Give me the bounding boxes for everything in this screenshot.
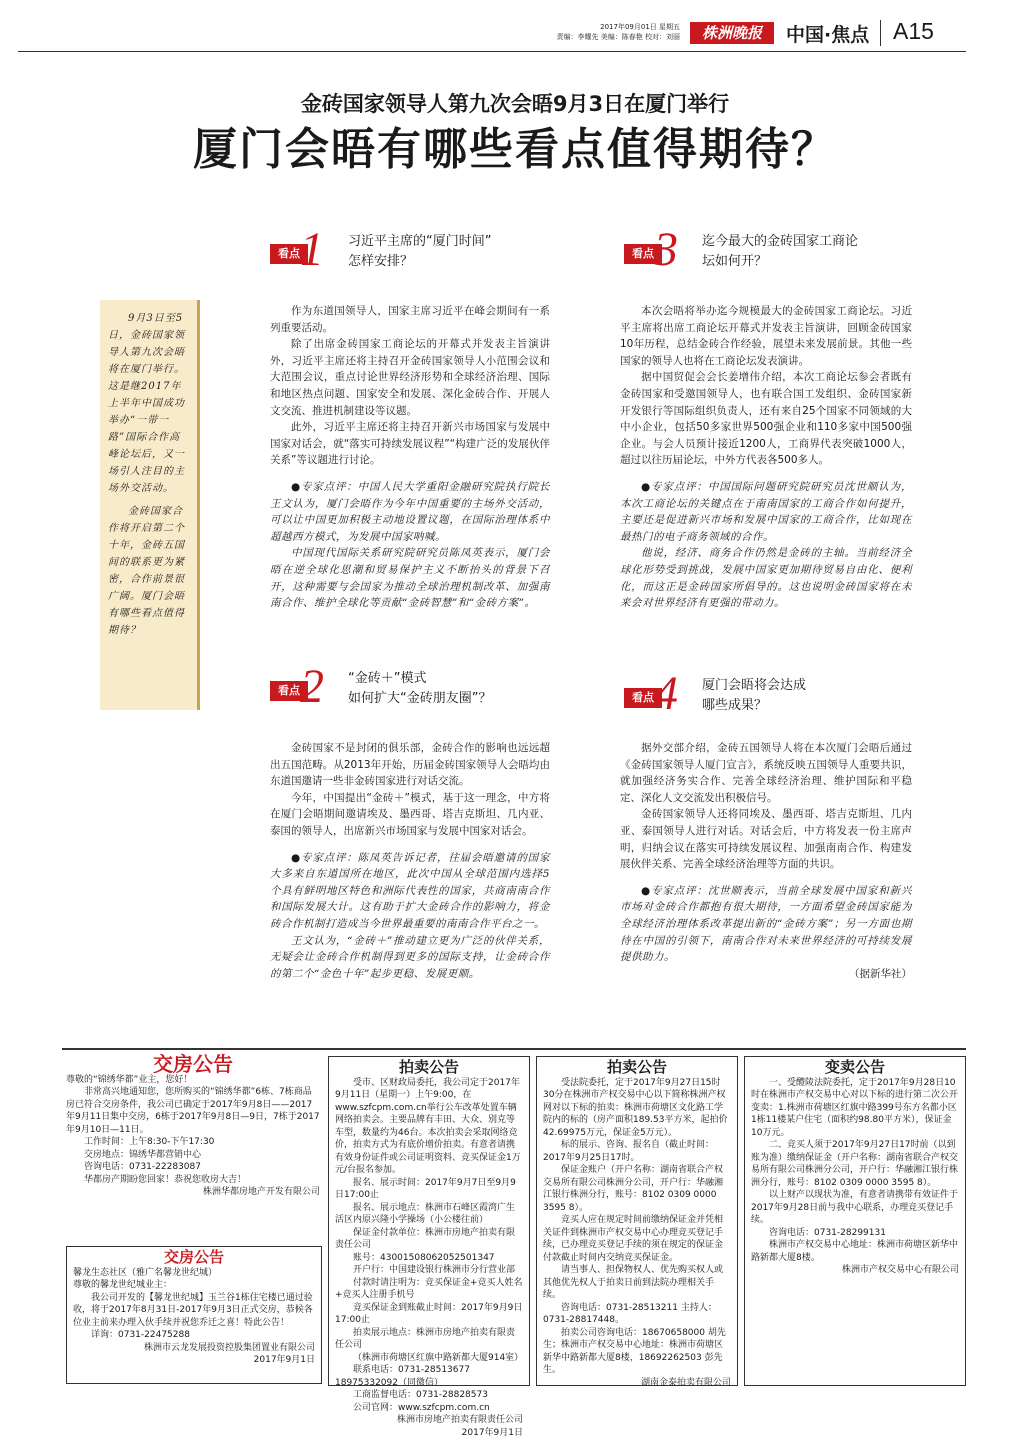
ad-line: 保证金付款单位：株洲市房地产拍卖有限责任公司 (335, 1227, 523, 1252)
section-number: 3 (654, 222, 678, 277)
ad-title: 变卖公告 (751, 1061, 959, 1074)
ad-line: 二、竞买人须于2017年9月27日17时前（以到账为准）缴纳保证金（开户名称：湖南省联合产权交易所有限公司株洲分公司，开户行：华融湘江银行株洲分行，账号：8102 0309 0000 3595 8）。 (751, 1139, 959, 1189)
header-rule (18, 51, 966, 52)
lead-paragraph: 金砖国家合作将开启第二个十年，金砖五国间的联系更为紧密，合作前景很广阔。厦门会晤有哪些看点值得期待？ (108, 503, 189, 639)
ad-company: 株洲华都房地产开发有限公司 (66, 1186, 320, 1199)
section-number: 1 (300, 222, 324, 277)
ad-title: 拍卖公告 (335, 1061, 523, 1074)
ad-company: 湖南金泰拍卖有限公司 (543, 1377, 731, 1390)
headline-subtitle: 金砖国家领导人第九次会晤9月3日在厦门举行 (0, 88, 1030, 118)
headline-title: 厦门会晤有哪些看点值得期待？ (0, 113, 1030, 177)
ad-title: 交房公告 (66, 1058, 320, 1071)
lead-paragraph: 9月3日至5日，金砖国家领导人第九次会晤将在厦门举行。这是继2017年上半年中国成功举办“一带一路”国际合作高峰论坛后，又一场引人注目的主场外交活动。 (108, 310, 189, 497)
issue-date: 2017年09月01日 星期五 (520, 22, 680, 32)
section-title-line: 坛如何开？ (702, 252, 922, 272)
ad-body: 非常高兴地通知您，您所购买的“锦绣华都”6栋、7栋商品房已符合交房条件，我公司已确定于2017年9月8日——2017年9月11日集中交房，6栋于2017年9月8日—9日，7栋于2017年9月10日—11日。 (66, 1086, 320, 1136)
ad-line: 交房地点：锦绣华都营销中心 (66, 1149, 320, 1162)
jiaofang-ad-2 (66, 1246, 322, 1384)
ad-line: 工作时间：上午8:30-下午17:30 (66, 1136, 320, 1149)
newspaper-logo: 株洲晚报 (690, 22, 774, 44)
body-paragraph: 金砖国家不是封闭的俱乐部，金砖合作的影响也远远超出五国范畴。从2013年开始，历届金砖国家领导人会晤均由东道国邀请一些非金砖国家进行对话交流。 (270, 740, 550, 790)
ad-line: 详询：0731-22475288 (73, 1329, 315, 1342)
section-tag: 看点 (270, 244, 308, 264)
expert-comment: 他说，经济、商务合作仍然是金砖的主轴。当前经济全球化形势受到挑战，发展中国家更加期待贸易自由化、便利化，而这正是金砖国家所倡导的。这也说明金砖国家将在未来会对世界经济有更强的带动力。 (620, 545, 912, 611)
section-title-line: 如何扩大“金砖朋友圈”？ (348, 689, 568, 709)
body-paragraph: 此外，习近平主席还将主持召开新兴市场国家与发展中国家对话会，就“落实可持续发展议程”“构建广泛的发展伙伴关系”等议题进行讨论。 (270, 419, 550, 469)
ad-line: 联系电话：0731-28513677 18975332092（同微信） (335, 1364, 523, 1389)
ad-date: 2017年9月1日 (335, 1427, 523, 1439)
section-number: 4 (654, 666, 678, 721)
ad-company: 株洲市产权交易中心有限公司 (751, 1264, 959, 1277)
editor-credits: 责编：李耀先 美编：陈春艳 校对：刘丽 (520, 32, 680, 42)
body-paragraph: 作为东道国领导人，国家主席习近平在峰会期间有一系列重要活动。 (270, 303, 550, 336)
article-source: （据新华社） (620, 966, 912, 983)
ads-top-rule (62, 1048, 966, 1050)
section-3-header (624, 228, 924, 278)
header-divider (880, 20, 881, 46)
ad-line: 竞买保证金到账截止时间：2017年9月9日17:00止 (335, 1302, 523, 1327)
ad-line: 报名、展示地点：株洲市石峰区霞湾广生活区内原兴隆小学操场（小公楼往前） (335, 1202, 523, 1227)
bianmai-ad (744, 1056, 966, 1386)
ad-line: 咨询电话：0731-22283087 (66, 1161, 320, 1174)
section-title-line: “金砖＋”模式 (348, 669, 568, 689)
expert-comment: ●专家点评：沈世顺表示，当前全球发展中国家和新兴市场对金砖合作都抱有很大期待，一方面希望金砖国家能为全球经济治理体系改革提出新的“金砖方案”；另一方面也期待在中国的引领下，南南合作对未来世界经济的可持续发展提供助力。 (620, 883, 912, 966)
section-title-line: 迄今最大的金砖国家工商论 (702, 232, 922, 252)
expert-comment: ●专家点评：陈凤英告诉记者，往届会晤邀请的国家大多来自东道国所在地区，此次中国从全球范围内选择5个具有鲜明地区特色和洲际代表性的国家，共商南南合作和国际发展大计。这有助于扩大金砖合作的影响力，将金砖合作机制打造成当今世界最重要的南南合作平台之一。 (270, 850, 550, 933)
ad-company: 株洲市房地产拍卖有限责任公司 (335, 1414, 523, 1427)
ad-line: 请当事人、担保物权人、优先购买权人或其他优先权人于拍卖日前到法院办理相关手续。 (543, 1264, 731, 1302)
ad-body: 受法院委托，定于2017年9月27日15时30分在株洲市产权交易中心以下简称株洲产权网对以下标的拍卖：株洲市荷塘区文化路工学院内的标的（房产面积189.53平方米，起拍价42.69975万元，保证金5万元）。 (543, 1077, 731, 1140)
expert-comment: 王文认为，“金砖＋”推动建立更为广泛的伙伴关系，无疑会让金砖合作机制得到更多的国际支持，让金砖合作的第二个“金色十年”起步更稳、发展更顺。 (270, 933, 550, 983)
ad-line: 付款时请注明为：竞买保证金+竞买人姓名+竞买人注册手机号 (335, 1277, 523, 1302)
body-paragraph: 本次会晤将举办迄今规模最大的金砖国家工商论坛。习近平主席将出席工商论坛开幕式并发表主旨演讲，回顾金砖国家10年历程，总结金砖合作经验，展望未来发展前景。其他一些国家的领导人也将在工商论坛发表演讲。 (620, 303, 912, 369)
section-title-line: 习近平主席的“厦门时间” (348, 232, 568, 252)
ad-greeting: 尊敬的“锦绣华都”业主，您好！ (66, 1074, 320, 1087)
ad-subtitle: 馨龙生态社区（雅广名馨龙世纪城） (73, 1267, 315, 1280)
ad-line: 咨询电话：0731-28299131 (751, 1227, 959, 1240)
ad-line: 以上财产以现状为准，有意者请携带有效证件于2017年9月28日前与我中心联系，办理竞买登记手续。 (751, 1189, 959, 1227)
ad-title: 交房公告 (73, 1251, 315, 1264)
ad-line: 保证金账户（开户名称：湖南省联合产权交易所有限公司株洲分公司，开户行：华融湘江银行株洲分行，账号：8102 0309 0000 3595 8）。 (543, 1164, 731, 1214)
ad-body: 受市、区财政局委托，我公司定于2017年9月11日（星期一）上午9:00，在www.szfcpm.com.cn举行公车改革处置车辆网络拍卖会。主要品牌有丰田、大众、别克等车型，数量约为46台。本次拍卖会采取网络竞价，拍卖方式为有底价增价拍卖。有意者请携有效身份证件或公司证明资料、竞买保证金1万元/台报名参加。 (335, 1077, 523, 1177)
ad-body: 一、受醴陵法院委托，定于2017年9月28日10时在株洲市产权交易中心对以下标的进行第二次公开变卖：1.株洲市荷塘区红旗中路399号东方名都小区1栋11楼某户住宅（面积约98.80平方米），保证金10万元。 (751, 1077, 959, 1140)
section-1-body (270, 303, 550, 612)
section-title-line: 怎样安排？ (348, 252, 568, 272)
section-2-header (270, 665, 570, 715)
ad-body: 我公司开发的【馨龙世纪城】玉兰谷1栋住宅楼已通过验收，将于2017年8月31日-2017年9月3日正式交房，恭候各位业主前来办理入伙手续并祝您乔迁之喜！特此公告！ (73, 1292, 315, 1330)
ad-line: 开户行：中国建设银行株洲市分行营业部 (335, 1264, 523, 1277)
ad-line: 竞买人应在规定时间前缴纳保证金并凭相关证件到株洲市产权交易中心办理竞买登记手续，已办理竞买登记手续的须在规定的保证金付款截止时间内交纳竞买保证金。 (543, 1214, 731, 1264)
ad-line: 工商监督电话：0731-28828573 (335, 1389, 523, 1402)
expert-comment: ●专家点评：中国人民大学重阳金融研究院执行院长王文认为，厦门会晤作为今年中国重要的主场外交活动，可以让中国更加积极主动地设置议题，在国际治理体系中超越西方模式，为发展中国家呐喊。 (270, 479, 550, 545)
lead-box (100, 300, 200, 710)
header-meta (520, 22, 680, 42)
section-tag: 看点 (624, 244, 662, 264)
page-number: A15 (893, 18, 934, 45)
section-title (348, 669, 568, 709)
body-paragraph: 除了出席金砖国家工商论坛的开幕式并发表主旨演讲外，习近平主席还将主持召开金砖国家领导人小范围会议和大范围会议，重点讨论世界经济形势和全球经济治理、国际和地区热点问题、国家安全和发展、深化金砖合作、开展人文交流、推进机制建设等议题。 (270, 336, 550, 419)
ad-line: 标的展示、咨询、报名自（截止时间：2017年9月25日17时。 (543, 1139, 731, 1164)
section-title-line: 哪些成果？ (702, 696, 922, 716)
section-title (702, 676, 922, 716)
section-name: 中国·焦点 (786, 20, 869, 47)
ad-line: （株洲市荷塘区红旗中路新都大厦914室） (335, 1352, 523, 1365)
section-4-header (624, 672, 924, 722)
ad-line: 华都房产期盼您回家！恭祝您收房大吉！ (66, 1174, 320, 1187)
ad-line: 拍卖展示地点：株洲市房地产拍卖有限责任公司 (335, 1327, 523, 1352)
section-1-header (270, 228, 570, 278)
section-title (702, 232, 922, 272)
section-title (348, 232, 568, 272)
section-4-body (620, 740, 912, 982)
ad-line: 账号：43001508062052501347 (335, 1252, 523, 1265)
body-paragraph: 据外交部介绍，金砖五国领导人将在本次厦门会晤后通过《金砖国家领导人厦门宣言》，系统反映五国领导人重要共识，就加强经济务实合作、完善全球经济治理、维护国际和平稳定、深化人文交流发出积极信号。 (620, 740, 912, 806)
body-paragraph: 据中国贸促会会长姜增伟介绍，本次工商论坛参会者既有金砖国家和受邀国领导人，也有联合国工发组织、金砖国家新开发银行等国际组织负责人，还有来自25个国家不同领域的大中小企业，包括50多家世界500强企业和110多家中国500强企业。与会人员预计接近1200人，工商界代表突破1000人，超过以往历届论坛，中外方代表各500多人。 (620, 369, 912, 469)
section-tag: 看点 (624, 688, 662, 708)
expert-comment: 中国现代国际关系研究院研究员陈凤英表示，厦门会晤在逆全球化思潮和贸易保护主义不断抬头的背景下召开，这种需要与会国家为推动全球治理机制改革、加强南南合作、维护全球化等贡献“金砖智慧”和“金砖方案”。 (270, 545, 550, 611)
body-paragraph: 金砖国家领导人还将同埃及、墨西哥、塔吉克斯坦、几内亚、泰国领导人进行对话。对话会后，中方将发表一份主席声明，归纳会议在落实可持续发展议程、加强南南合作、构建发展伙伴关系、完善全球经济治理等方面的共识。 (620, 806, 912, 872)
ad-greeting: 尊敬的馨龙世纪城业主： (73, 1279, 315, 1292)
ad-title: 拍卖公告 (543, 1061, 731, 1074)
ad-date: 2017年9月1日 (73, 1354, 315, 1367)
section-tag: 看点 (270, 681, 308, 701)
body-paragraph: 今年，中国提出“金砖＋”模式，基于这一理念，中方将在厦门会晤期间邀请埃及、墨西哥、塔吉克斯坦、几内亚、泰国的领导人，出席新兴市场国家与发展中国家对话会。 (270, 790, 550, 840)
ad-line: 公司官网：www.szfcpm.com.cn (335, 1402, 523, 1415)
ad-line: 报名、展示时间：2017年9月7日至9月9日17:00止 (335, 1177, 523, 1202)
section-3-body (620, 303, 912, 612)
ad-line: 咨询电话：0731-28513211 主持人：0731-28817448。 (543, 1302, 731, 1327)
paimai-ad-2 (536, 1056, 738, 1386)
section-number: 2 (300, 659, 324, 714)
section-2-body (270, 740, 550, 982)
ad-line: 拍卖公司咨询电话：18670658000 胡先生；株洲市产权交易中心地址：株洲市荷塘区新华中路新都大厦8楼，18692262503 彭先生。 (543, 1327, 731, 1377)
expert-comment: ●专家点评：中国国际问题研究院研究员沈世顺认为，本次工商论坛的关键点在于南南国家的工商合作如何提升，主要还是促进新兴市场和发展中国家的工商合作，比如现在最热门的电子商务领域的合作。 (620, 479, 912, 545)
ad-line: 株洲市产权交易中心地址：株洲市荷塘区新华中路新都大厦8楼。 (751, 1239, 959, 1264)
ad-company: 株洲市云龙发展投资控股集团置业有限公司 (73, 1342, 315, 1355)
paimai-ad-1 (328, 1056, 530, 1386)
section-title-line: 厦门会晤将会达成 (702, 676, 922, 696)
